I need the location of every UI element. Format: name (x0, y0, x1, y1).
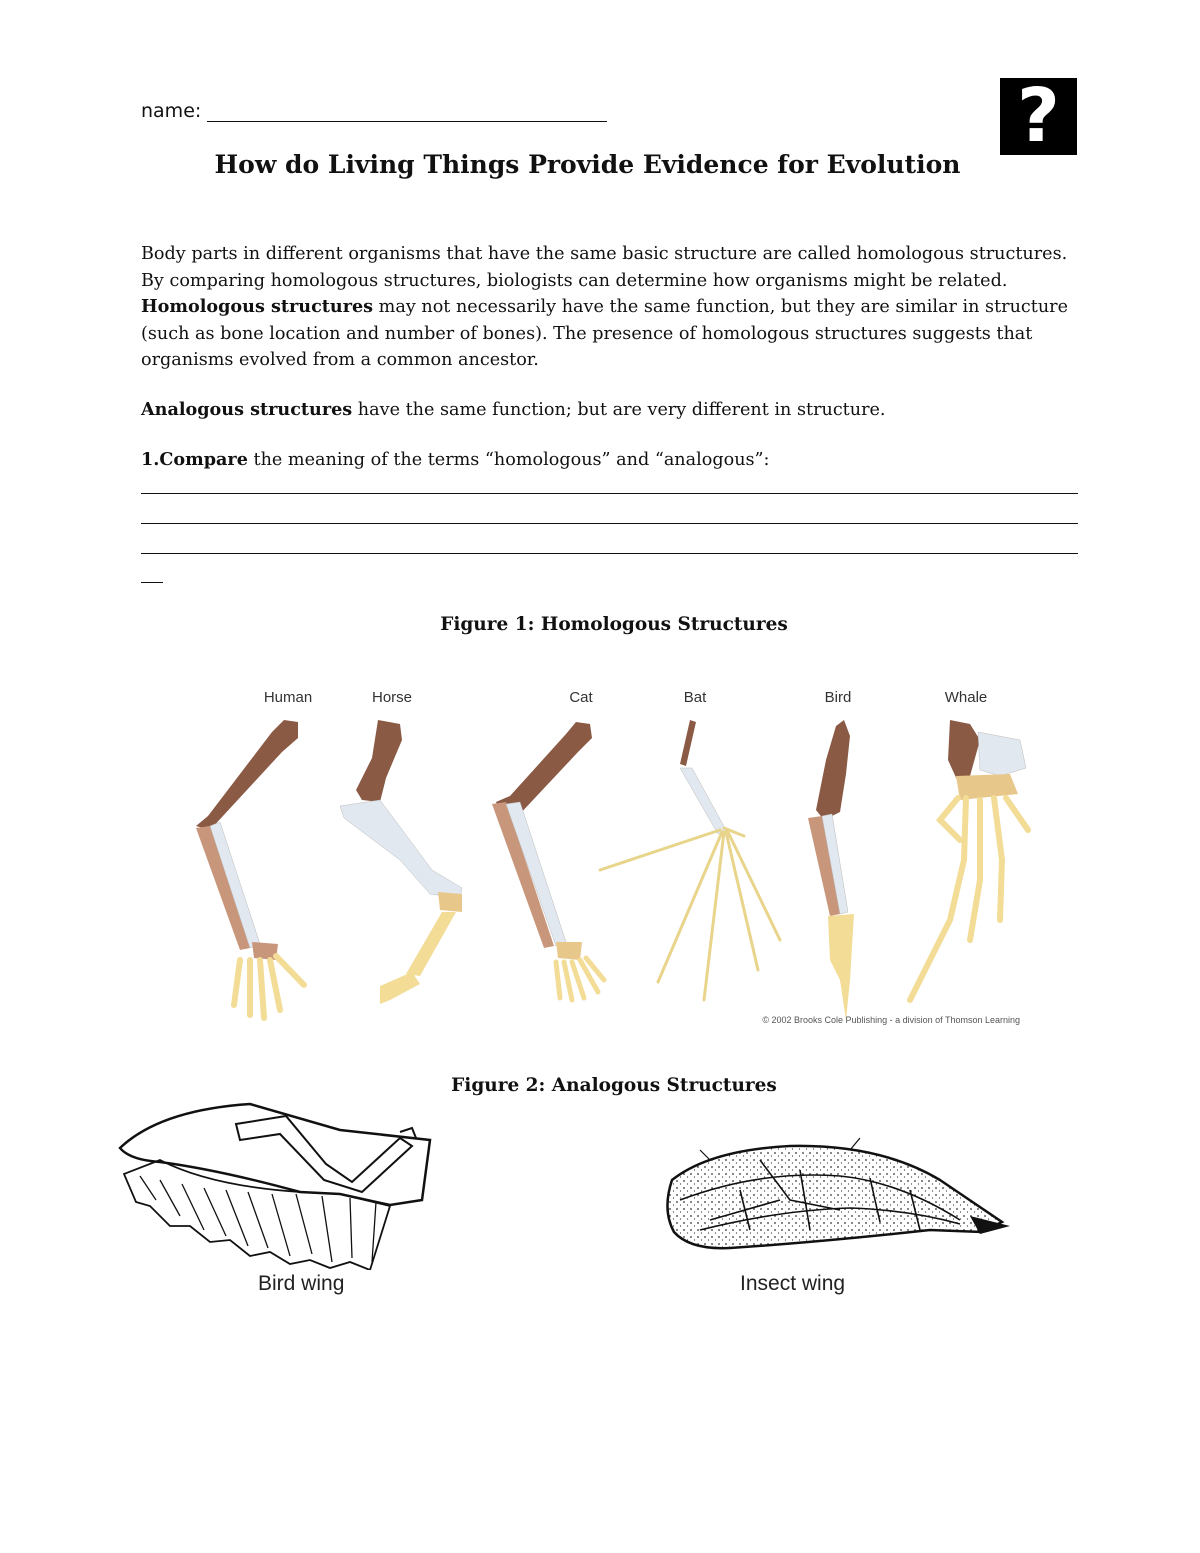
animal-label-human: Human (263, 689, 313, 706)
answer-line[interactable] (141, 523, 1078, 524)
homologous-term: Homologous structures (141, 296, 374, 317)
cat-limb (492, 722, 604, 1000)
question-number: 1. (141, 449, 160, 470)
whale-limb (910, 720, 1028, 1000)
answer-line[interactable] (141, 553, 1078, 554)
bird-limb (808, 720, 854, 1020)
insect-wing-illustration (640, 1130, 1020, 1270)
bird-wing-illustration (100, 1090, 450, 1270)
question-text: the meaning of the terms “homologous” and “analogous”: (247, 450, 770, 470)
animal-label-cat: Cat (569, 689, 593, 706)
animal-label-whale: Whale (944, 689, 988, 706)
bird-wing-label: Bird wing (258, 1272, 345, 1295)
insect-wing-label: Insect wing (740, 1272, 846, 1295)
animal-label-bat: Bat (683, 689, 707, 706)
answer-line-end (141, 582, 163, 583)
homologous-limbs-figure (180, 680, 1040, 1030)
answer-line[interactable] (141, 493, 1078, 494)
human-limb (196, 720, 304, 1018)
name-input-line[interactable] (207, 101, 607, 122)
name-field (141, 100, 607, 122)
question-verb: Compare (159, 449, 248, 470)
animal-label-bird: Bird (824, 689, 852, 706)
figure-1-caption: Figure 1: Homologous Structures (440, 614, 788, 635)
bat-limb (600, 720, 780, 1000)
figure-1-copyright: © 2002 Brooks Cole Publishing - a division of Thomson Learning (762, 1015, 1020, 1025)
animal-label-horse: Horse (371, 689, 413, 706)
intro-paragraph (141, 241, 1081, 374)
page-title: How do Living Things Provide Evidence for Evolution (214, 150, 961, 179)
analogous-paragraph (141, 397, 1081, 424)
question-1 (141, 447, 1081, 474)
name-label: name: (141, 100, 202, 122)
intro-text-1: Body parts in different organisms that have the same basic structure are called homologous structures. By comparing homologous structures, biologists can determine how organisms might be related. (141, 244, 1068, 291)
analogous-term: Analogous structures (141, 399, 353, 420)
figure-2-caption: Figure 2: Analogous Structures (451, 1075, 777, 1096)
intro-text-2: may not necessarily have the same function, but they are similar in structure (such as bone location and number of bones). The presence of homologous structures suggests that organisms evolved from a common ancestor. (141, 297, 1068, 370)
question-mark-icon (1000, 73, 1077, 159)
analogous-text: have the same function; but are very different in structure. (352, 400, 886, 420)
horse-limb (340, 720, 462, 1004)
question-mark-glyph: ? (1017, 73, 1060, 159)
